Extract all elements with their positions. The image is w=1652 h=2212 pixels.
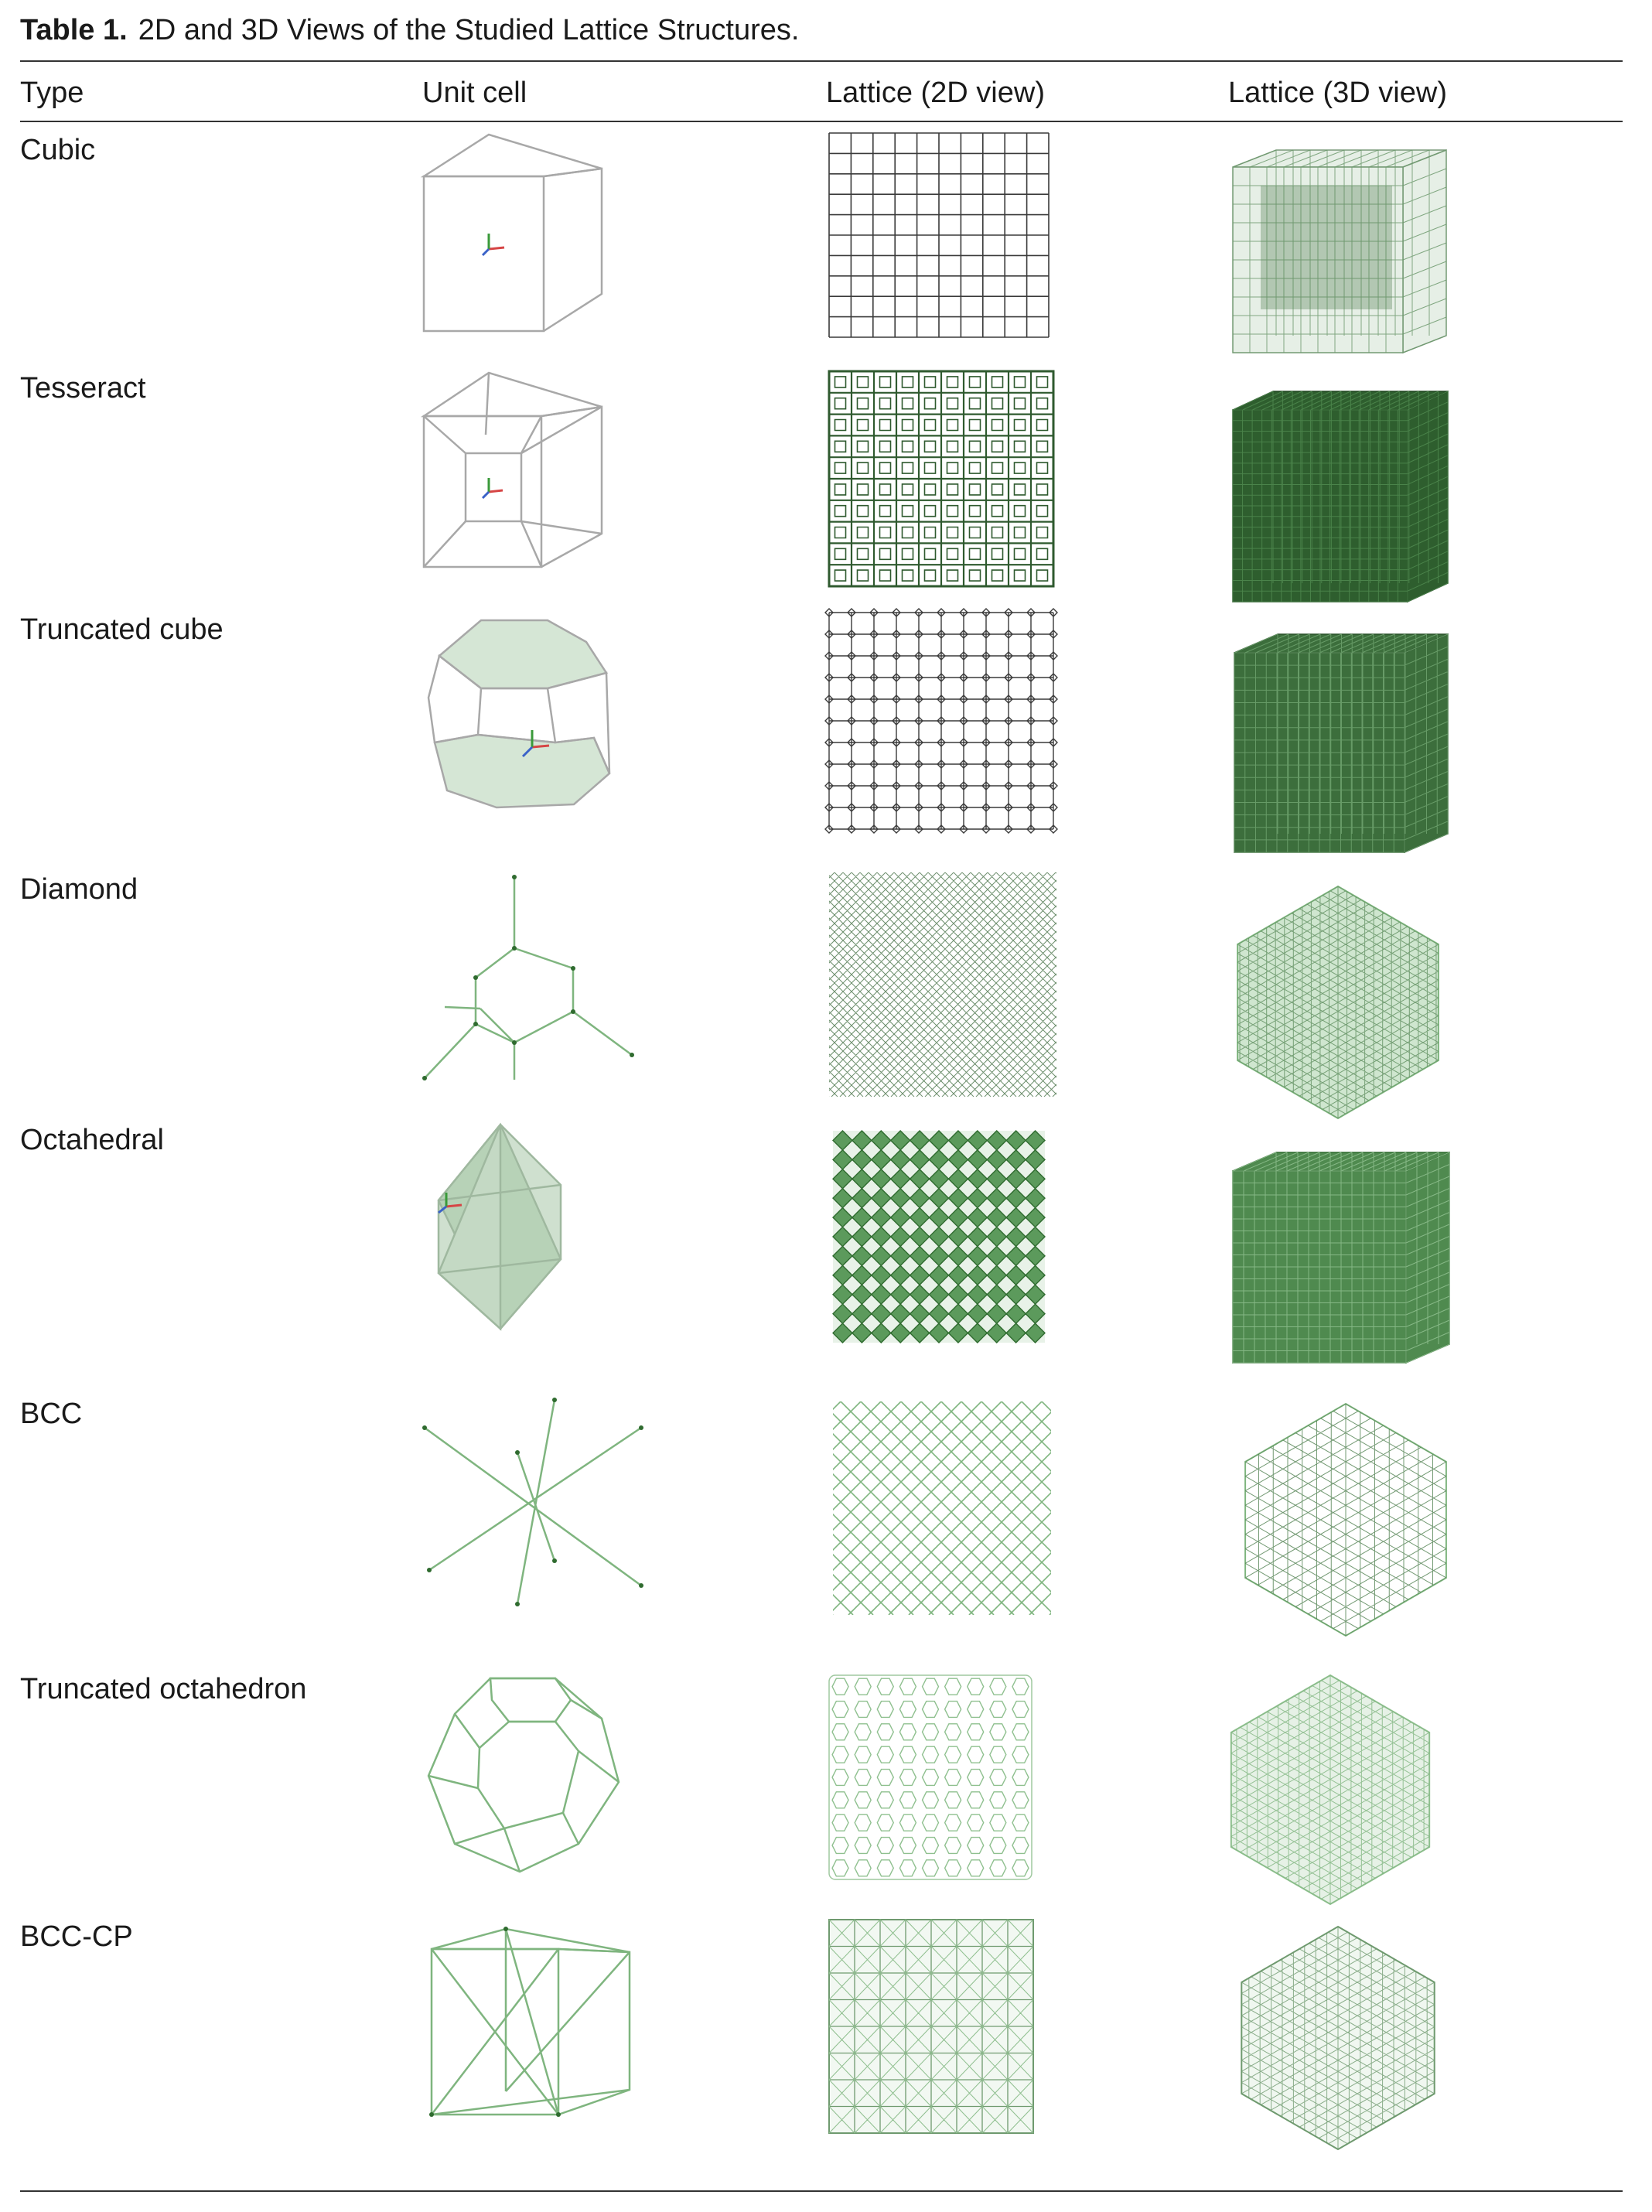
lattice-2d-bcc-image xyxy=(831,1400,1054,1618)
unit-cell-truncated-cube-image xyxy=(424,611,625,816)
row-label-bcc: BCC xyxy=(20,1398,83,1430)
header-lattice-3d: Lattice (3D view) xyxy=(1228,77,1447,109)
lattice-2d-truncated-octahedron-image xyxy=(828,1674,1035,1883)
table-caption xyxy=(20,11,799,49)
lattice-3d-bcc-image xyxy=(1230,1404,1462,1636)
header-lattice-2d: Lattice (2D view) xyxy=(826,77,1045,109)
header-unit-cell: Unit cell xyxy=(422,77,527,109)
row-label-cubic: Cubic xyxy=(20,134,96,166)
row-label-bcc-cp: BCC-CP xyxy=(20,1920,133,1953)
unit-cell-cubic-image xyxy=(418,131,619,340)
lattice-3d-cubic-image xyxy=(1230,131,1454,352)
table-header-rule xyxy=(20,121,1623,122)
unit-cell-diamond-image xyxy=(422,871,638,1084)
lattice-3d-truncated-octahedron-image xyxy=(1230,1674,1431,1906)
lattice-3d-truncated-cube-image xyxy=(1230,611,1454,855)
unit-cell-bcc-cp-image xyxy=(425,1926,636,2124)
lattice-2d-cubic-image xyxy=(828,131,1060,342)
table-bottom-rule xyxy=(20,2190,1623,2192)
lattice-3d-octahedral-image xyxy=(1230,1129,1462,1367)
unit-cell-octahedral-image xyxy=(429,1121,584,1332)
row-label-truncated-octahedron: Truncated octahedron xyxy=(20,1673,307,1705)
unit-cell-truncated-octahedron-image xyxy=(424,1674,625,1876)
row-label-tesseract: Tesseract xyxy=(20,372,146,405)
lattice-3d-diamond-image xyxy=(1230,886,1454,1123)
unit-cell-bcc-image xyxy=(422,1395,646,1612)
lattice-2d-octahedral-image xyxy=(831,1129,1048,1346)
lattice-3d-tesseract-image xyxy=(1230,370,1454,603)
lattice-3d-bcc-cp-image xyxy=(1230,1926,1446,2150)
lattice-2d-tesseract-image xyxy=(828,370,1060,594)
lattice-2d-bcc-cp-image xyxy=(828,1918,1036,2136)
table-top-rule xyxy=(20,60,1623,62)
lattice-2d-truncated-cube-image xyxy=(828,611,1060,834)
header-type: Type xyxy=(20,77,84,109)
row-label-diamond: Diamond xyxy=(20,873,138,906)
lattice-2d-diamond-image xyxy=(828,871,1060,1100)
row-label-truncated-cube: Truncated cube xyxy=(20,613,224,646)
unit-cell-tesseract-image xyxy=(418,370,619,579)
row-label-octahedral: Octahedral xyxy=(20,1124,164,1156)
table-caption-text: 2D and 3D Views of the Studied Lattice Structures. xyxy=(138,14,800,46)
table-caption-label: Table 1. xyxy=(20,14,128,46)
